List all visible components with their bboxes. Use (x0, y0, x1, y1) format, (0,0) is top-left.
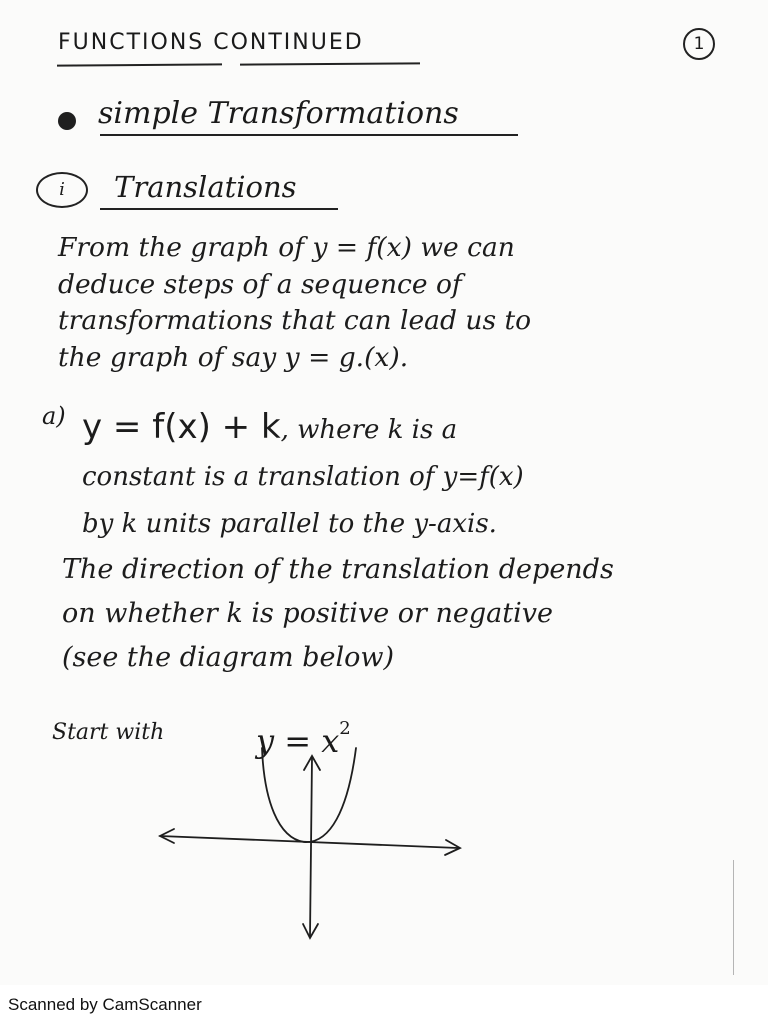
item-line (82, 404, 762, 454)
item-line-text: , where k is a (280, 415, 458, 445)
paragraph-line: transformations that can lead us to (58, 305, 532, 336)
paragraph-line: on whether k is positive or negative (62, 598, 553, 629)
title-underline (240, 62, 420, 65)
paragraph-line: (see the diagram below) (62, 642, 395, 673)
scanner-watermark: Scanned by CamScanner (8, 995, 202, 1014)
paragraph-line: The direction of the translation depends (62, 554, 614, 585)
section-heading: simple Transformations (98, 96, 459, 131)
title-underline (57, 63, 222, 66)
graph-equation-exponent: 2 (339, 718, 351, 739)
graph-equation-base: y = x (256, 722, 340, 760)
page-number: 1 (683, 28, 715, 60)
paragraph-line: From the graph of y = f(x) we can (58, 232, 515, 263)
item-label: a) (42, 402, 66, 430)
item-a-text (82, 404, 762, 548)
parabola-sketch (140, 740, 480, 950)
item-line: by k units parallel to the y-axis. (82, 509, 497, 539)
page-title: FUNCTIONS CONTINUED (58, 30, 364, 55)
item-line: constant is a translation of y=f(x) (82, 462, 524, 492)
page-edge (733, 860, 734, 975)
graph-start-label: Start with (52, 720, 165, 745)
section-underline (100, 134, 518, 136)
paragraph-line: the graph of say y = g.(x). (58, 341, 409, 373)
subsection-underline (100, 208, 338, 210)
subsection-heading: Translations (114, 170, 297, 204)
direction-paragraph (62, 548, 614, 680)
subsection-number: i (36, 172, 88, 208)
paragraph-line: deduce steps of a sequence of (58, 268, 462, 300)
intro-paragraph (58, 230, 738, 376)
bullet-point (58, 112, 76, 130)
translation-equation: y = f(x) + k (82, 407, 281, 447)
y-axis (310, 758, 312, 936)
